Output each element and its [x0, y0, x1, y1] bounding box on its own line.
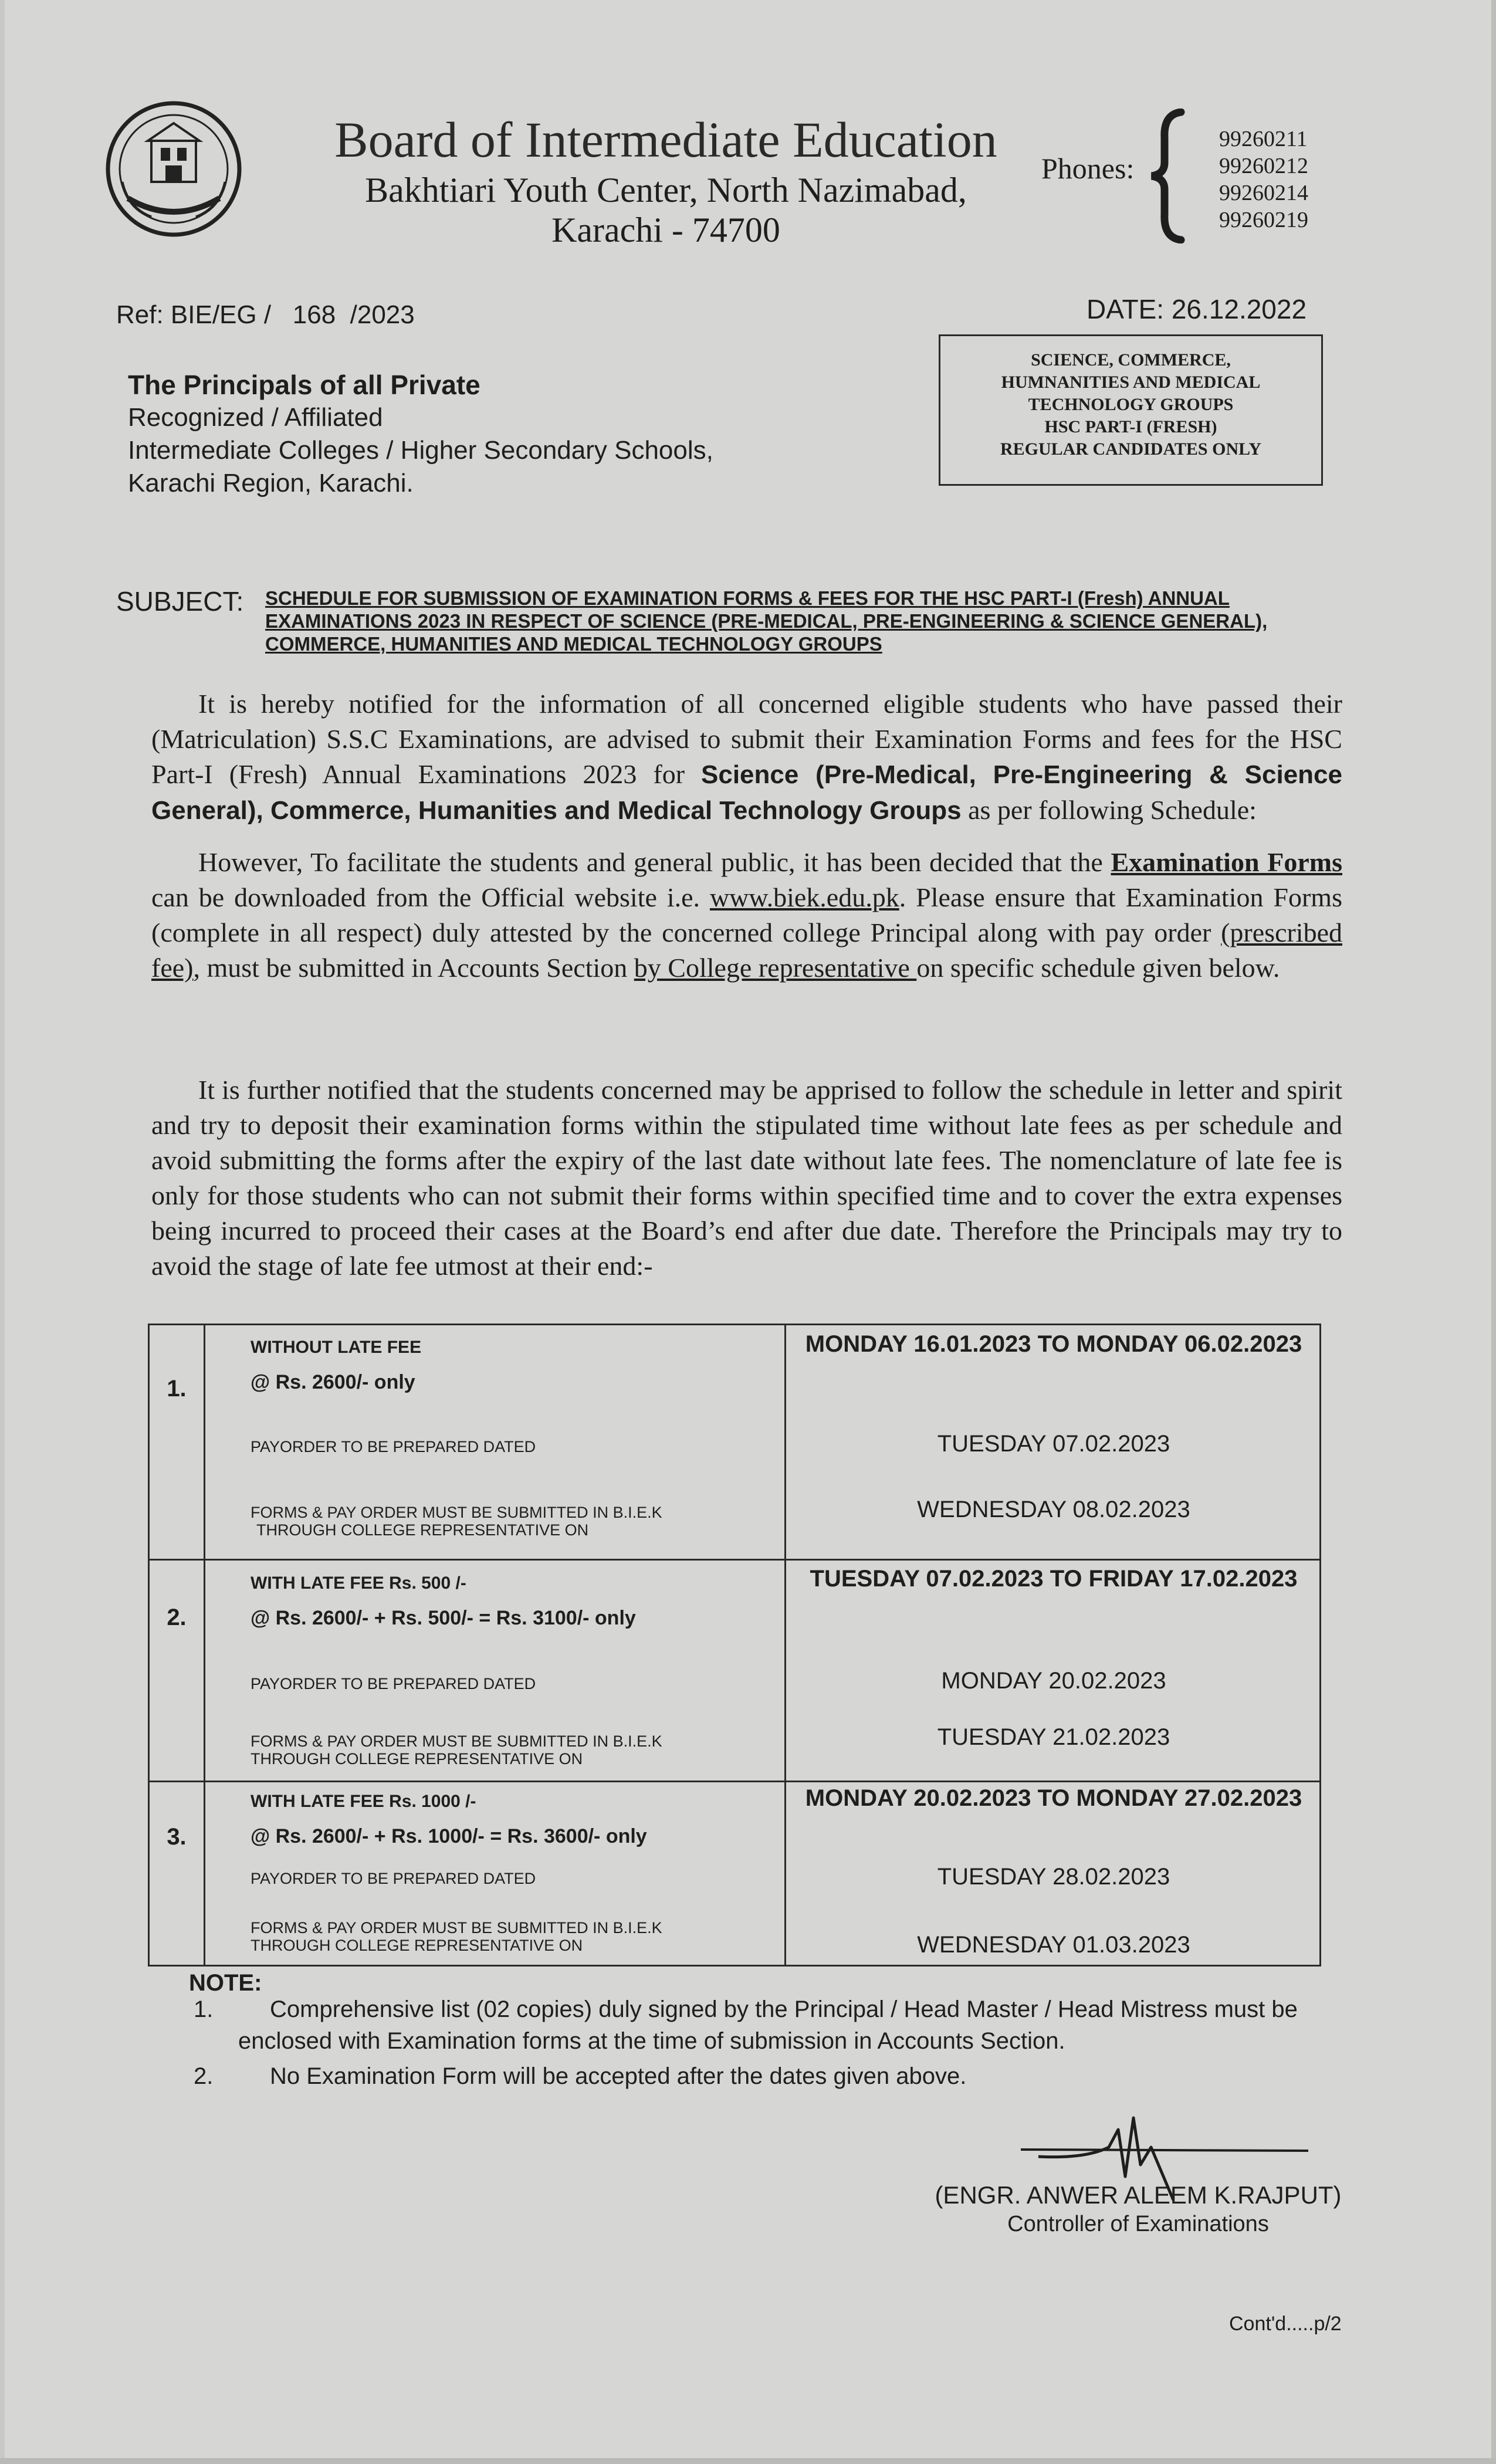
table-divider [204, 1325, 205, 1965]
submit-date: WEDNESDAY 08.02.2023 [917, 1497, 1190, 1522]
subject-label: SUBJECT: [116, 586, 244, 617]
addressee-line: The Principals of all Private [128, 370, 480, 400]
examination-forms-text: Examination Forms [1111, 847, 1342, 877]
payorder-label: PAYORDER TO BE PREPARED DATED [251, 1438, 536, 1456]
paragraph-notification [151, 686, 1342, 828]
paragraph-text: , must be submitted in Accounts Section [193, 953, 634, 983]
date-range: MONDAY 16.01.2023 TO MONDAY 06.02.2023 [805, 1331, 1302, 1357]
payorder-date: MONDAY 20.02.2023 [941, 1668, 1166, 1694]
paragraph-text: can be downloaded from the Official website i.e. [151, 882, 710, 912]
note-number: 2. [194, 2063, 214, 2089]
college-representative-text: by College representative [634, 953, 917, 983]
groups-box-line: SCIENCE, COMMERCE, [1031, 350, 1231, 370]
phones-label: Phones: [1041, 152, 1135, 185]
signatory-name: (ENGR. ANWER ALEEM K.RAJPUT) [935, 2181, 1342, 2209]
fee-heading: WITHOUT LATE FEE [251, 1338, 422, 1357]
payorder-date: TUESDAY 28.02.2023 [937, 1864, 1170, 1890]
date-range: TUESDAY 07.02.2023 TO FRIDAY 17.02.2023 [810, 1566, 1298, 1592]
fee-amount: @ Rs. 2600/- + Rs. 500/- = Rs. 3100/- only [251, 1607, 636, 1629]
board-address-line1: Bakhtiari Youth Center, North Nazimabad, [365, 171, 967, 209]
groups-bold-text: Science (Pre-Medical, Pre-Engineering & Science General), Commerce, Humanities and Medical Technology Groups [151, 760, 1342, 825]
groups-box-line: HSC PART-I (FRESH) [1044, 417, 1217, 436]
submit-label: THROUGH COLLEGE REPRESENTATIVE ON [251, 1750, 583, 1768]
payorder-label: PAYORDER TO BE PREPARED DATED [251, 1870, 536, 1887]
note-item [194, 2060, 1320, 2092]
schedule-table [148, 1324, 1321, 1967]
paragraph-text: . Please ensure that Examination Forms (complete in all respect) duly attested by the concerned college Principal along with pay order [151, 882, 1342, 947]
paragraph-download [151, 845, 1342, 986]
fee-amount: @ Rs. 2600/- only [251, 1371, 415, 1393]
phone-number: 99260211 [1219, 127, 1308, 151]
paragraph-late-fee: It is further notified that the students concerned may be apprised to follow the schedule in letter and spirit and try to deposit their examination forms within the stipulated time without late fees as per schedule and avoid submitting the forms after the expiry of the last date without late fees. The nomenclature of late fee is only for those students who can not submit their forms within specified time and to cover the extra expenses being incurred to proceed their cases at the Board’s end after due date. Therefore the Principals may try to avoid the stage of late fee utmost at their end:- [151, 1075, 1342, 1281]
row-number: 2. [167, 1605, 187, 1630]
addressee-line: Intermediate Colleges / Higher Secondary Schools, [128, 436, 713, 465]
phone-number: 99260214 [1219, 181, 1308, 205]
addressee-line: Karachi Region, Karachi. [128, 469, 414, 497]
continued-marker: Cont'd.....p/2 [1229, 2313, 1342, 2335]
page-edge-right [1491, 0, 1496, 2464]
signatory-title: Controller of Examinations [1007, 2212, 1269, 2236]
board-seal-logo [104, 100, 243, 238]
submit-label: FORMS & PAY ORDER MUST BE SUBMITTED IN B.I.E.K [251, 1919, 662, 1937]
reference-number: Ref: BIE/EG / 168 /2023 [116, 300, 415, 329]
paragraph-text: It is hereby notified for the information of all concerned eligible students who have passed their (Matriculation) S.S.C Examinations, are advised to submit their Examination Forms and fees for the HSC Part-I (Fresh) Annual Examinations 2023 for [151, 689, 1342, 789]
phone-numbers [1219, 126, 1308, 233]
fee-heading: WITH LATE FEE Rs. 1000 /- [251, 1792, 476, 1811]
paragraph-text: as per following Schedule: [961, 795, 1257, 825]
row-number: 3. [167, 1824, 187, 1850]
table-divider [150, 1781, 1319, 1782]
phone-number: 99260212 [1219, 154, 1308, 178]
note-text: enclosed with Examination forms at the time of submission in Accounts Section. [238, 2028, 1065, 2054]
submit-label: THROUGH COLLEGE REPRESENTATIVE ON [251, 1937, 583, 1954]
submit-date: TUESDAY 21.02.2023 [937, 1724, 1170, 1750]
groups-box-line: REGULAR CANDIDATES ONLY [1000, 439, 1262, 459]
fee-amount: @ Rs. 2600/- + Rs. 1000/- = Rs. 3600/- only [251, 1825, 647, 1847]
board-address-line2: Karachi - 74700 [551, 211, 780, 249]
note-text: Comprehensive list (02 copies) duly signed by the Principal / Head Master / Head Mistress must be [270, 1996, 1298, 2022]
addressee-block [128, 368, 891, 500]
note-heading: NOTE: [189, 1970, 262, 1996]
submit-date: WEDNESDAY 01.03.2023 [917, 1932, 1190, 1958]
submit-label: FORMS & PAY ORDER MUST BE SUBMITTED IN B.I.E.K [251, 1732, 662, 1750]
submit-label: FORMS & PAY ORDER MUST BE SUBMITTED IN B.I.E.K [251, 1504, 662, 1521]
note-item [194, 1993, 1320, 2057]
table-divider [150, 1559, 1319, 1561]
fee-heading: WITH LATE FEE Rs. 500 /- [251, 1573, 466, 1593]
submit-label: THROUGH COLLEGE REPRESENTATIVE ON [256, 1521, 589, 1539]
payorder-date: TUESDAY 07.02.2023 [937, 1431, 1170, 1457]
date-range: MONDAY 20.02.2023 TO MONDAY 27.02.2023 [805, 1785, 1302, 1811]
prescribed-fee-text: (prescribed fee) [151, 918, 1342, 983]
letter-date: DATE: 26.12.2022 [1087, 294, 1307, 324]
addressee-line: Recognized / Affiliated [128, 403, 383, 432]
curly-brace-icon [1147, 109, 1188, 243]
website-link[interactable]: www.biek.edu.pk [709, 882, 899, 912]
phone-number: 99260219 [1219, 208, 1308, 232]
payorder-label: PAYORDER TO BE PREPARED DATED [251, 1675, 536, 1693]
board-title: Board of Intermediate Education [334, 111, 997, 168]
page-edge-left [0, 0, 5, 2464]
groups-box-line: HUMNANITIES AND MEDICAL [1001, 373, 1261, 392]
subject-text: SCHEDULE FOR SUBMISSION OF EXAMINATION FORMS & FEES FOR THE HSC PART-I (Fresh) ANNUAL EXAMINATIONS 2023 IN RESPECT OF SCIENCE (PRE-MEDICAL, PRE-ENGINEERING & SCIENCE GENERAL), COMMERCE, HUMANITIES AND MEDICAL TECHNOLOGY GROUPS [265, 587, 1268, 655]
paragraph-text: on specific schedule given below. [916, 953, 1280, 983]
note-text: No Examination Form will be accepted after the dates given above. [270, 2063, 967, 2089]
groups-box-line: TECHNOLOGY GROUPS [1028, 395, 1234, 414]
row-number: 1. [167, 1376, 187, 1402]
page-edge-bottom [0, 2458, 1496, 2464]
note-number: 1. [194, 1996, 214, 2022]
paragraph-text: However, To facilitate the students and general public, it has been decided that the [198, 847, 1111, 877]
groups-box [939, 334, 1323, 486]
